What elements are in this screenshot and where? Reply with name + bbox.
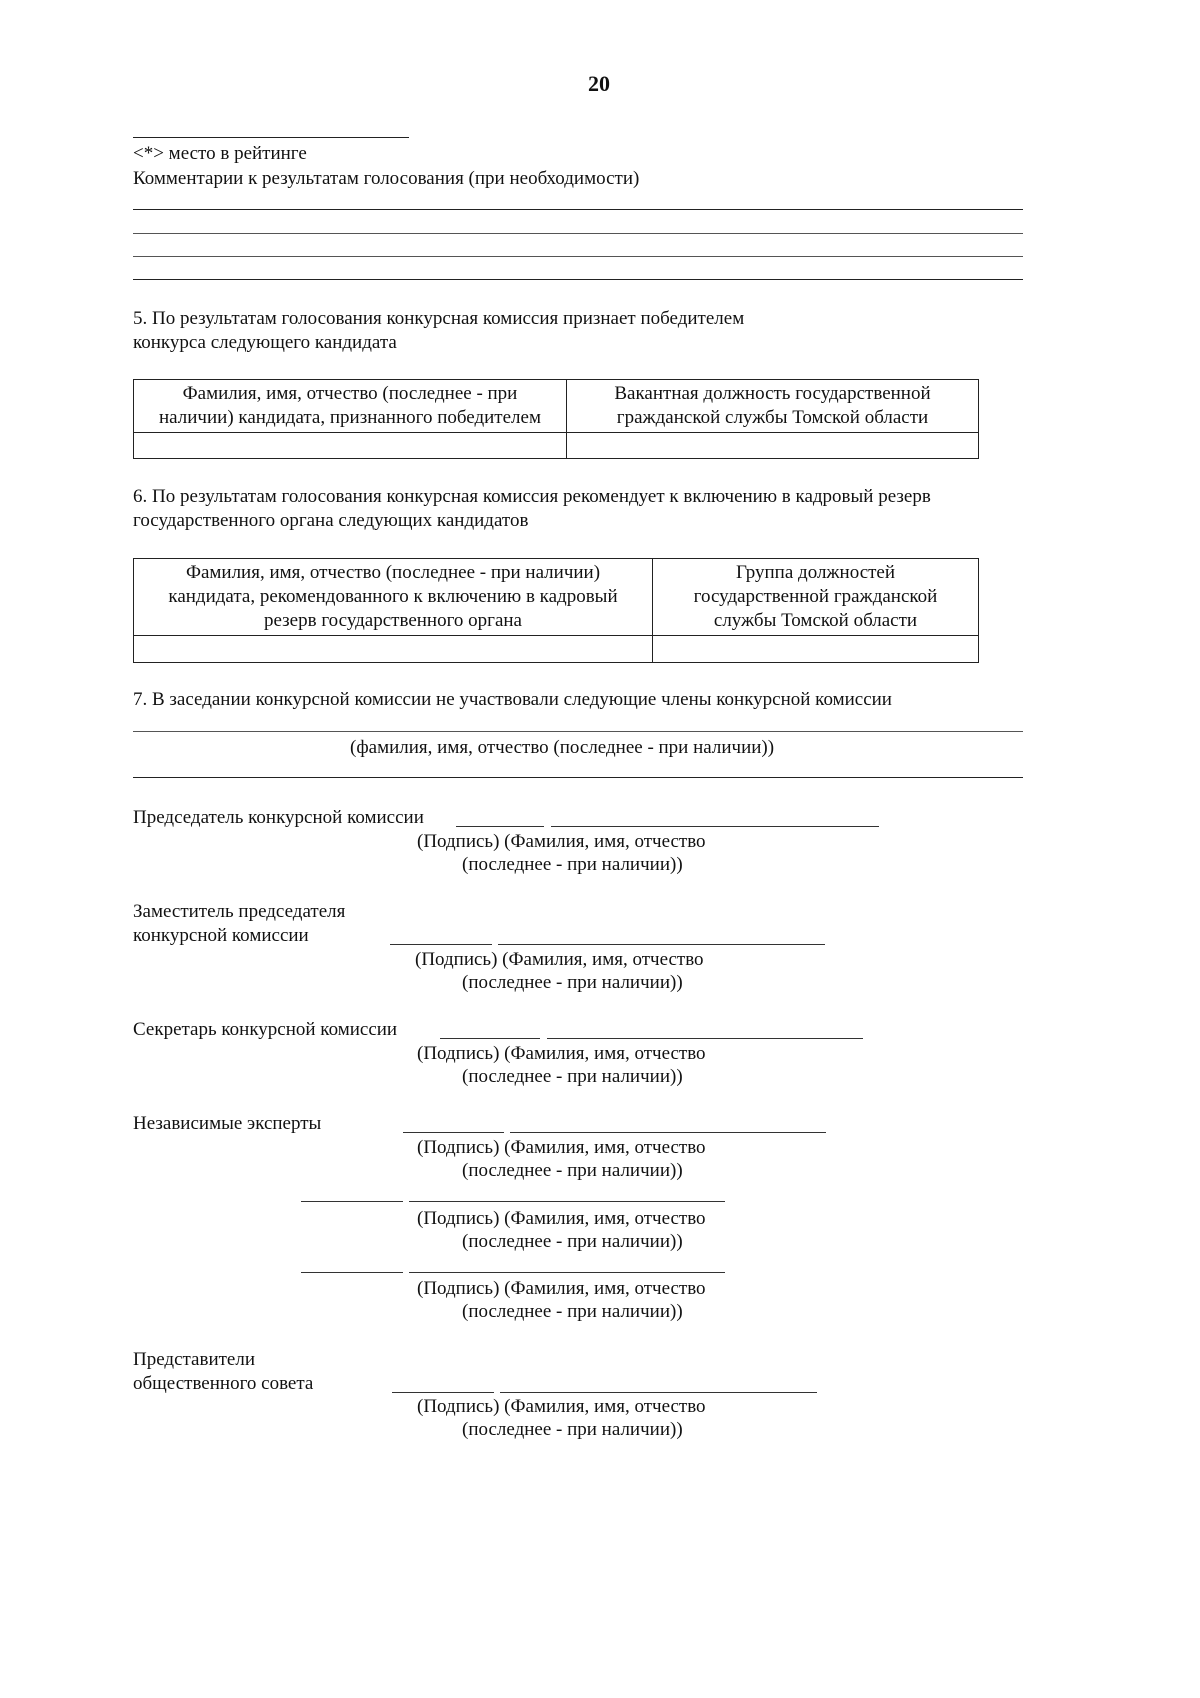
public-label-line2: общественного совета <box>133 1373 314 1394</box>
section6-text-line2: государственного органа следующих кандидатов <box>133 510 529 531</box>
winner-table-header-name <box>134 380 567 433</box>
section7-text: 7. В заседании конкурсной комиссии не участвовали следующие члены конкурсной комиссии <box>133 689 892 710</box>
reserve-table-cell-group[interactable] <box>653 636 979 663</box>
reserve-col1-line2: кандидата, рекомендованного к включению в кадровый <box>168 586 618 607</box>
section6-text-line1: 6. По результатам голосования конкурсная комиссия рекомендует к включению в кадровый резерв <box>133 486 931 507</box>
comment-line-4 <box>133 279 1023 280</box>
footnote-separator <box>133 137 409 138</box>
expert3-name-field[interactable] <box>409 1272 725 1273</box>
expert1-name-field[interactable] <box>510 1132 826 1133</box>
comment-line-1 <box>133 209 1023 210</box>
reserve-col1-line1: Фамилия, имя, отчество (последнее - при наличии) <box>185 562 601 583</box>
reserve-table-cell-name[interactable] <box>134 636 653 663</box>
expert3-caption-line1: (Подпись) (Фамилия, имя, отчество <box>417 1278 706 1299</box>
deputy-caption-line2: (последнее - при наличии)) <box>462 972 683 993</box>
comment-line-3 <box>133 256 1023 257</box>
winner-col1-line1: Фамилия, имя, отчество (последнее - при <box>182 383 518 404</box>
winner-col2-line1: Вакантная должность государственной <box>614 383 931 404</box>
page-number: 20 <box>588 71 610 96</box>
chairman-label: Председатель конкурсной комиссии <box>133 807 424 828</box>
reserve-table <box>133 558 979 663</box>
deputy-signature-field[interactable] <box>390 944 492 945</box>
expert1-caption-line2: (последнее - при наличии)) <box>462 1160 683 1181</box>
secretary-caption-line1: (Подпись) (Фамилия, имя, отчество <box>417 1043 706 1064</box>
chairman-caption-line2: (последнее - при наличии)) <box>462 854 683 875</box>
expert1-caption-line1: (Подпись) (Фамилия, имя, отчество <box>417 1137 706 1158</box>
expert2-signature-field[interactable] <box>301 1201 403 1202</box>
section7-line-1 <box>133 731 1023 732</box>
winner-col1-line2: наличии) кандидата, признанного победителем <box>159 407 541 428</box>
experts-label: Независимые эксперты <box>133 1113 322 1134</box>
secretary-caption-line2: (последнее - при наличии)) <box>462 1066 683 1087</box>
reserve-col2-line1: Группа должностей <box>735 562 896 583</box>
public-caption-line2: (последнее - при наличии)) <box>462 1419 683 1440</box>
footnote-text: <*> место в рейтинге <box>133 143 307 164</box>
deputy-label-line1: Заместитель председателя <box>133 901 346 922</box>
winner-col2-line2: гражданской службы Томской области <box>616 407 929 428</box>
public-caption-line1: (Подпись) (Фамилия, имя, отчество <box>417 1396 706 1417</box>
chairman-caption-line1: (Подпись) (Фамилия, имя, отчество <box>417 831 706 852</box>
section7-line-2 <box>133 777 1023 778</box>
winner-table <box>133 379 979 459</box>
section5-text-line2: конкурса следующего кандидата <box>133 332 397 353</box>
reserve-col2-line3: службы Томской области <box>713 610 918 631</box>
expert2-name-field[interactable] <box>409 1201 725 1202</box>
reserve-table-header-group <box>653 559 979 636</box>
secretary-label: Секретарь конкурсной комиссии <box>133 1019 398 1040</box>
section7-caption: (фамилия, имя, отчество (последнее - при наличии)) <box>350 737 775 758</box>
expert3-signature-field[interactable] <box>301 1272 403 1273</box>
public-name-field[interactable] <box>500 1392 817 1393</box>
winner-table-header-position <box>567 380 979 433</box>
reserve-col1-line3: резерв государственного органа <box>264 610 522 631</box>
public-label-line1: Представители <box>133 1349 255 1370</box>
public-signature-field[interactable] <box>392 1392 494 1393</box>
expert1-signature-field[interactable] <box>403 1132 504 1133</box>
winner-table-cell-name[interactable] <box>134 433 567 459</box>
deputy-caption-line1: (Подпись) (Фамилия, имя, отчество <box>415 949 704 970</box>
secretary-signature-field[interactable] <box>440 1038 540 1039</box>
section5-text-line1: 5. По результатам голосования конкурсная комиссия признает победителем <box>133 308 745 329</box>
expert2-caption-line1: (Подпись) (Фамилия, имя, отчество <box>417 1208 706 1229</box>
deputy-label-line2: конкурсной комиссии <box>133 925 309 946</box>
chairman-signature-field[interactable] <box>456 826 544 827</box>
reserve-col2-line2: государственной гражданской <box>693 586 938 607</box>
reserve-table-header-name <box>134 559 653 636</box>
comment-line-2 <box>133 233 1023 234</box>
expert3-caption-line2: (последнее - при наличии)) <box>462 1301 683 1322</box>
winner-table-cell-position[interactable] <box>567 433 979 459</box>
deputy-name-field[interactable] <box>498 944 825 945</box>
comments-label: Комментарии к результатам голосования (при необходимости) <box>133 168 640 189</box>
secretary-name-field[interactable] <box>547 1038 863 1039</box>
expert2-caption-line2: (последнее - при наличии)) <box>462 1231 683 1252</box>
chairman-name-field[interactable] <box>551 826 879 827</box>
